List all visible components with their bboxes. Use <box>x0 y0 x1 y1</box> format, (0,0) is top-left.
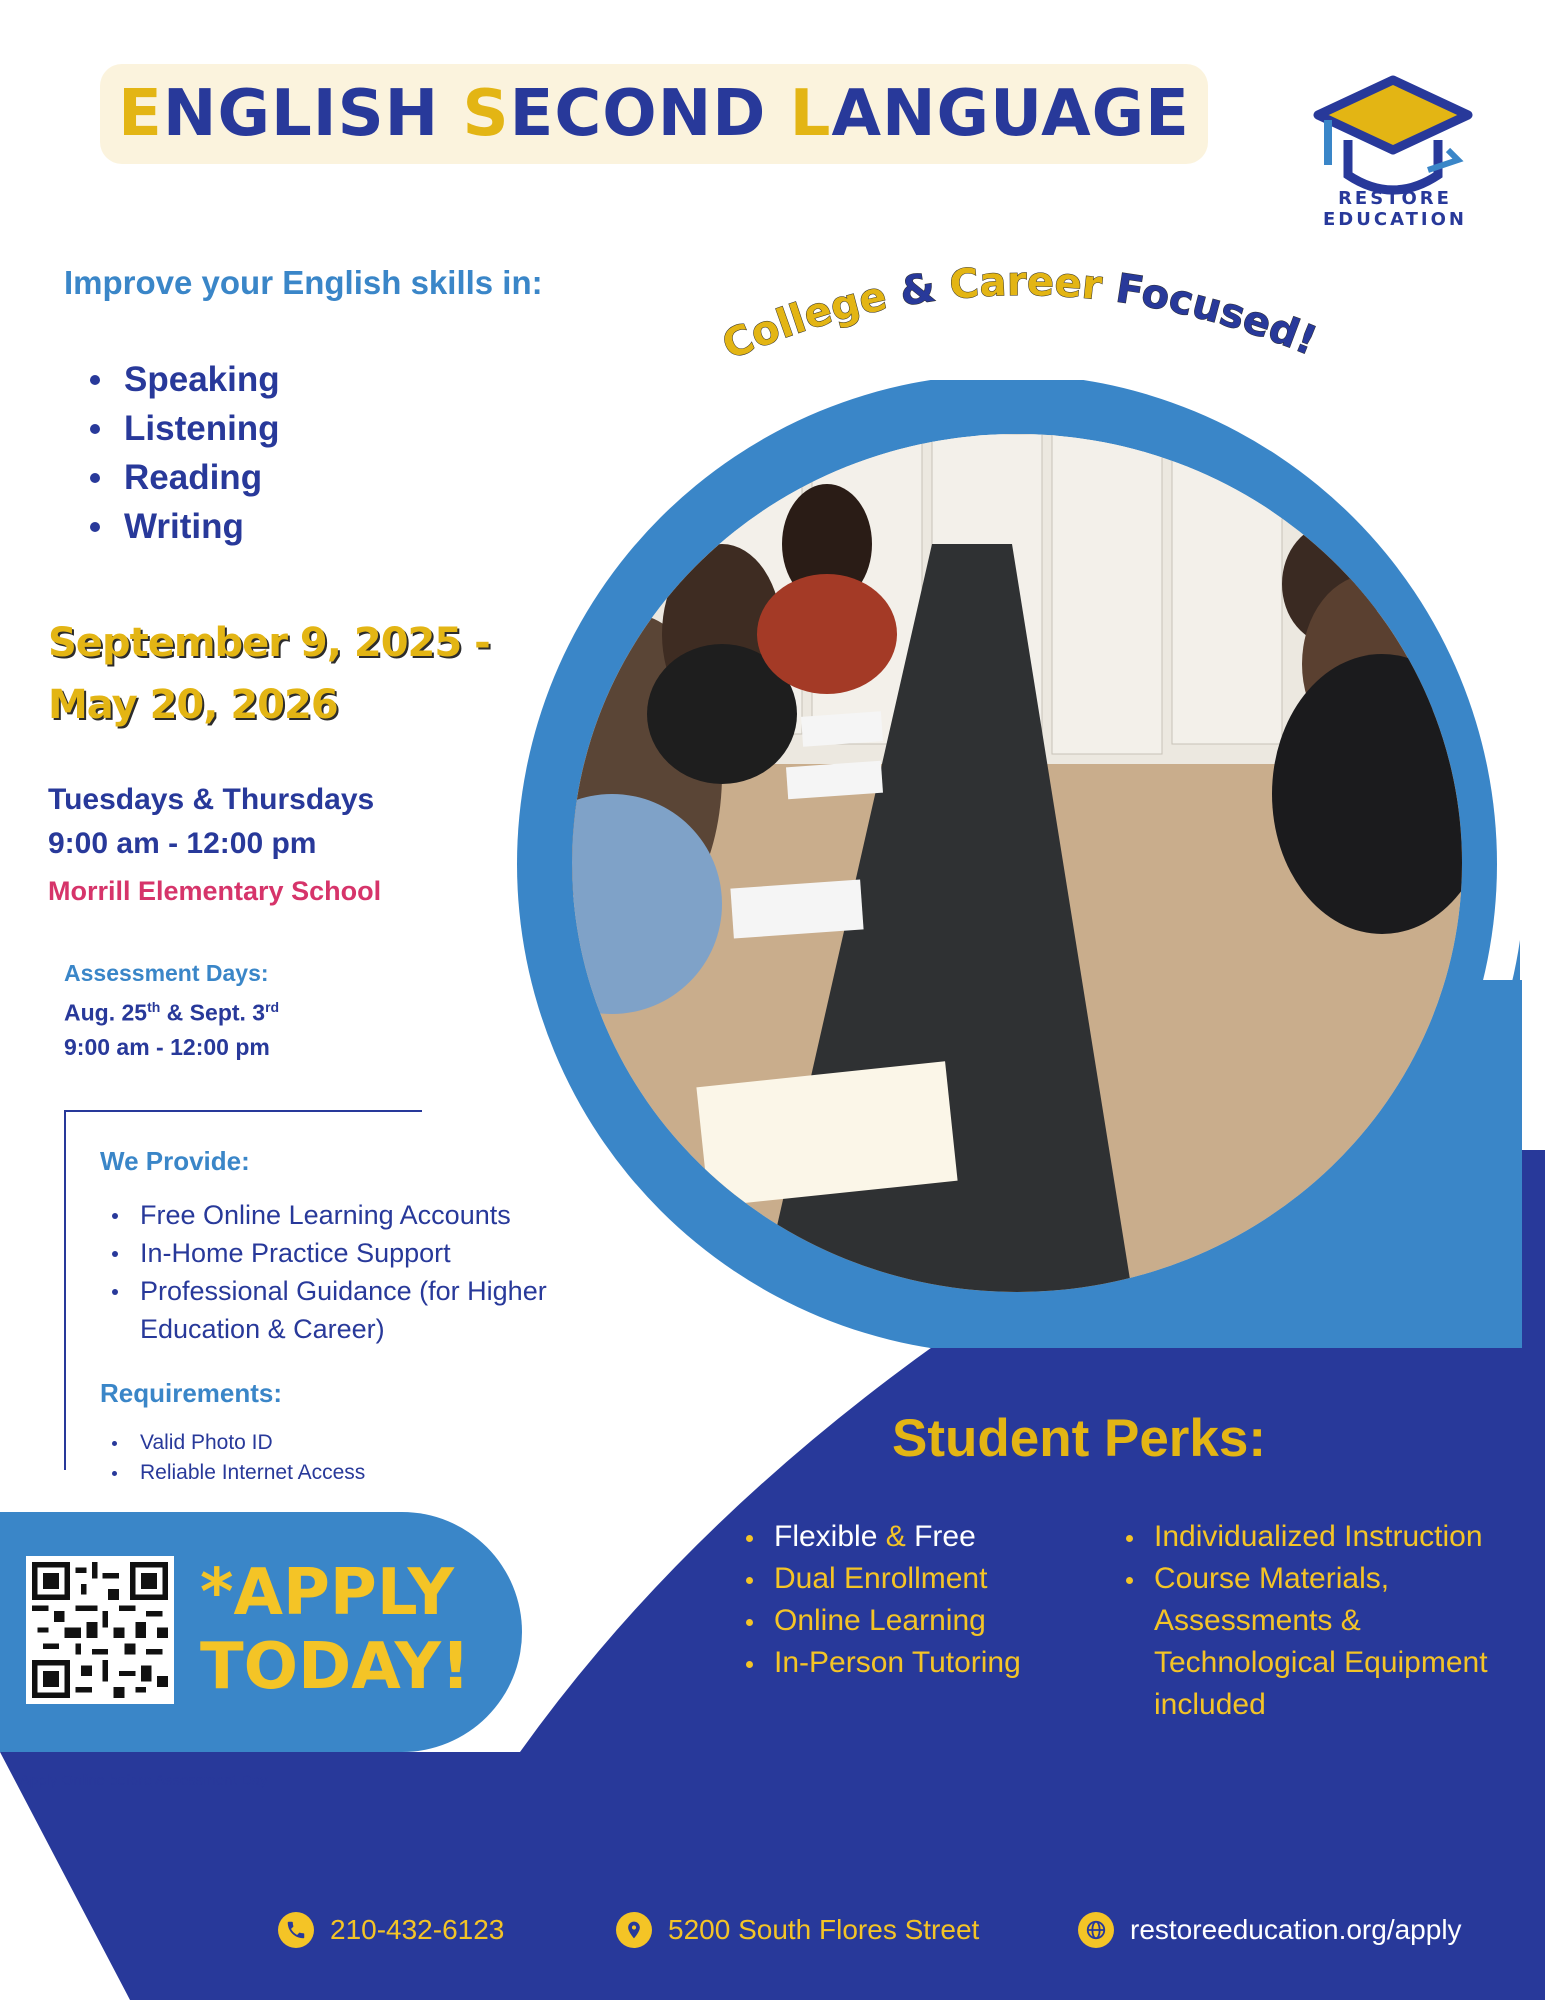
provide-title: We Provide: <box>100 1146 250 1176</box>
page-title: ENGLISH SECOND LANGUAGE <box>118 77 1190 151</box>
list-item: Listening <box>90 404 280 453</box>
title-banner <box>100 64 1208 164</box>
requirements-list <box>108 1428 365 1488</box>
intro-text: Improve your English skills in: <box>64 264 543 301</box>
tagline-college: College <box>715 273 891 370</box>
contact-phone[interactable]: 210-432-6123 <box>278 1912 504 1948</box>
list-item: Course Materials, Assessments & Technological Equipment included <box>1124 1558 1524 1726</box>
perks-list-1 <box>744 1516 1104 1684</box>
list-item: Reliable Internet Access <box>108 1458 365 1488</box>
list-item: Flexible & Free <box>744 1516 1104 1558</box>
tagline-career: Career <box>947 258 1105 310</box>
list-item: Online Learning <box>744 1600 1104 1642</box>
apply-button[interactable]: *APPLY TODAY! <box>200 1556 471 1704</box>
phone-icon <box>278 1912 314 1948</box>
qr-code[interactable] <box>26 1556 174 1704</box>
perks-title: Student Perks: <box>892 1409 1267 1468</box>
class-schedule: Tuesdays & Thursdays 9:00 am - 12:00 pm <box>48 783 375 860</box>
list-item: In-Person Tutoring <box>744 1642 1104 1684</box>
list-item: Free Online Learning Accounts <box>108 1196 628 1234</box>
list-item: Writing <box>90 502 280 551</box>
assessment-days: Assessment Days: Aug. 25th & Sept. 3rd 9:00 am - 12:00 pm <box>64 960 280 1060</box>
svg-text:College & <box>716 259 1323 369</box>
provide-list <box>108 1196 628 1348</box>
logo-wordmark: RESTORE EDUCATION <box>1323 188 1467 230</box>
classroom-photo <box>572 434 1462 1292</box>
list-item: Individualized Instruction <box>1124 1516 1524 1558</box>
list-item: Valid Photo ID <box>108 1428 365 1458</box>
globe-icon <box>1078 1912 1114 1948</box>
perks-list-2 <box>1124 1516 1524 1726</box>
skills-list <box>90 355 280 551</box>
college-career-tagline <box>700 240 1350 440</box>
contact-website[interactable]: restoreeducation.org/apply <box>1078 1912 1462 1948</box>
program-dates: September 9, 2025 - May 20, 2026 <box>48 620 490 728</box>
location-pin-icon <box>616 1912 652 1948</box>
list-item: In-Home Practice Support <box>108 1234 628 1272</box>
list-item: Professional Guidance (for Higher Education & Career) <box>108 1272 628 1348</box>
tagline-amp: & <box>896 264 939 316</box>
tagline-focused: Focused! <box>1112 265 1324 365</box>
requirements-title: Requirements: <box>100 1378 283 1408</box>
contact-address[interactable]: 5200 South Flores Street <box>616 1912 979 1948</box>
list-item: Speaking <box>90 355 280 404</box>
apply-note: *Apply Online before Assessment Day <box>14 1772 268 1789</box>
location-name: Morrill Elementary School <box>48 876 382 906</box>
list-item: Dual Enrollment <box>744 1558 1104 1600</box>
list-item: Reading <box>90 453 280 502</box>
